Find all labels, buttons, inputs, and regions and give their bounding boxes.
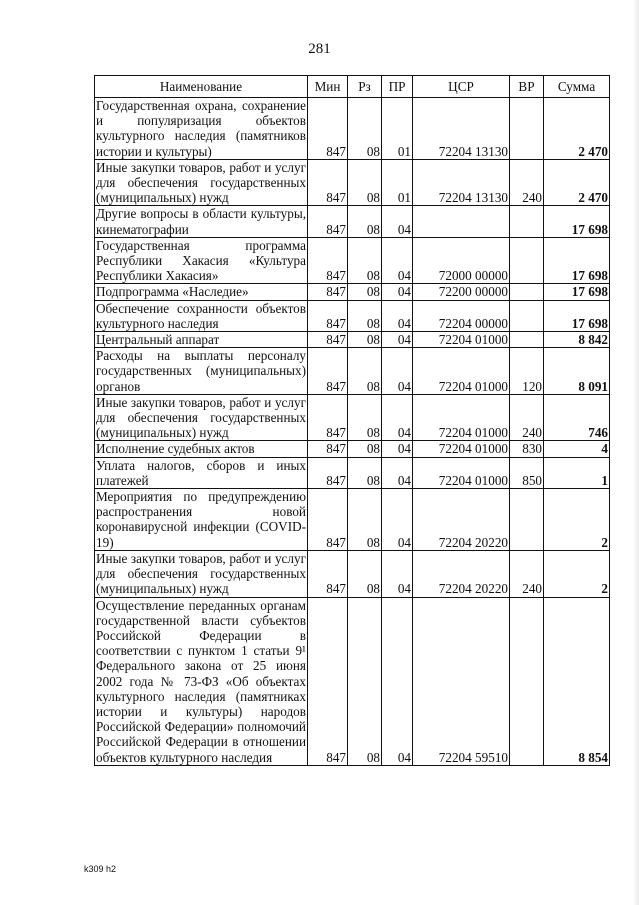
row-pr: 04 [382,300,413,331]
row-pr: 04 [382,206,413,237]
table-row [95,206,610,237]
row-name: Центральный аппарат [95,332,308,348]
header-name: Наименование [95,76,308,98]
row-rz: 08 [348,237,382,284]
row-min: 847 [308,441,348,457]
table-row [95,489,610,551]
row-sum: 2 [544,550,610,597]
row-sum: 17 698 [544,300,610,331]
row-min: 847 [308,597,348,765]
row-csr: 72200 00000 [413,284,510,300]
row-sum: 17 698 [544,206,610,237]
row-name: Обеспечение сохранности объектов культурного наследия [96,300,306,331]
row-csr: 72204 59510 [413,597,510,765]
row-pr: 01 [382,159,413,206]
row-name: Осуществление переданных органам государственной власти субъектов Российской Федерации в соответствии с пунктом 1 статьи 9¹ Федерального закона от 25 июня 2002 года № 73-ФЗ «Об объектах культурного наследия (памятниках истории и культуры) народов Российской Федерации» полномочий Российской Федерации в отношении объектов культурного наследия [96,597,306,765]
row-sum: 1 [544,457,610,488]
row-vr [510,489,544,551]
row-rz: 08 [348,550,382,597]
row-csr: 72204 01000 [413,394,510,441]
row-name: Иные закупки товаров, работ и услуг для обеспечения государственных (муниципальных) нужд [96,159,306,206]
row-pr: 04 [382,550,413,597]
row-vr [510,237,544,284]
header-sum: Сумма [544,76,610,98]
table-header [95,76,610,98]
table-row [95,332,610,348]
document-code: k309 h2 [84,864,117,874]
row-csr: 72204 01000 [413,332,510,348]
row-min: 847 [308,489,348,551]
row-vr [510,597,544,765]
row-pr: 04 [382,457,413,488]
row-name: Мероприятия по предупреждению распространения новой коронавирусной инфекции (COVID-19) [96,489,306,550]
row-min: 847 [308,159,348,206]
row-min: 847 [308,394,348,441]
row-sum: 8 842 [544,332,610,348]
table-row [95,597,610,765]
row-rz: 08 [348,206,382,237]
row-csr: 72204 00000 [413,300,510,331]
row-name: Иные закупки товаров, работ и услуг для обеспечения государственных (муниципальных) нужд [96,394,306,441]
row-vr: 850 [510,457,544,488]
row-sum: 2 [544,489,610,551]
row-pr: 04 [382,348,413,395]
row-vr: 240 [510,159,544,206]
row-min: 847 [308,284,348,300]
table-row [95,237,610,284]
header-csr: ЦСР [413,76,510,98]
table-row [95,457,610,488]
row-rz: 08 [348,159,382,206]
row-min: 847 [308,300,348,331]
row-rz: 08 [348,441,382,457]
table-body [95,98,610,766]
table-row [95,159,610,206]
header-min: Мин [308,76,348,98]
row-name: Подпрограмма «Наследие» [95,284,308,300]
header-row [95,76,610,98]
row-sum: 2 470 [544,98,610,160]
table-row [95,98,610,160]
row-pr: 04 [382,284,413,300]
row-min: 847 [308,348,348,395]
row-csr: 72000 00000 [413,237,510,284]
page-number: 281 [308,41,331,57]
row-name: Исполнение судебных актов [95,441,308,457]
row-sum: 2 470 [544,159,610,206]
row-rz: 08 [348,348,382,395]
table-row [95,394,610,441]
row-vr [510,300,544,331]
table-row [95,284,610,300]
header-pr: ПР [382,76,413,98]
row-csr: 72204 13130 [413,98,510,160]
row-sum: 746 [544,394,610,441]
row-sum: 17 698 [544,284,610,300]
row-pr: 04 [382,332,413,348]
budget-table [94,75,610,766]
row-min: 847 [308,550,348,597]
row-csr: 72204 13130 [413,159,510,206]
table-row [95,300,610,331]
row-vr [510,98,544,160]
row-sum: 4 [544,441,610,457]
row-pr: 04 [382,489,413,551]
row-csr: 72204 01000 [413,457,510,488]
row-rz: 08 [348,98,382,160]
header-rz: Рз [348,76,382,98]
row-sum: 8 854 [544,597,610,765]
row-name: Уплата налогов, сборов и иных платежей [96,457,306,488]
row-min: 847 [308,457,348,488]
row-pr: 04 [382,441,413,457]
header-vr: ВР [510,76,544,98]
row-rz: 08 [348,457,382,488]
scan-edge-shadow [633,0,639,905]
row-vr [510,206,544,237]
row-vr: 120 [510,348,544,395]
row-name: Государственная программа Республики Хакасия «Культура Республики Хакасия» [96,237,306,284]
row-rz: 08 [348,284,382,300]
row-rz: 08 [348,597,382,765]
row-vr: 830 [510,441,544,457]
table-row [95,550,610,597]
row-min: 847 [308,332,348,348]
row-vr: 240 [510,550,544,597]
row-csr [413,206,510,237]
row-pr: 04 [382,597,413,765]
row-name: Иные закупки товаров, работ и услуг для обеспечения государственных (муниципальных) нужд [96,550,306,597]
row-rz: 08 [348,489,382,551]
row-csr: 72204 20220 [413,489,510,551]
row-pr: 04 [382,237,413,284]
row-min: 847 [308,206,348,237]
table-row [95,348,610,395]
row-vr [510,284,544,300]
row-vr: 240 [510,394,544,441]
row-csr: 72204 20220 [413,550,510,597]
row-sum: 17 698 [544,237,610,284]
row-name: Другие вопросы в области культуры, кинематографии [96,206,306,237]
row-rz: 08 [348,394,382,441]
row-vr [510,332,544,348]
table-row [95,441,610,457]
row-rz: 08 [348,332,382,348]
row-sum: 8 091 [544,348,610,395]
row-csr: 72204 01000 [413,348,510,395]
row-pr: 01 [382,98,413,160]
row-name: Государственная охрана, сохранение и популяризация объектов культурного наследия (памятников истории и культуры) [96,98,306,159]
row-min: 847 [308,237,348,284]
row-rz: 08 [348,300,382,331]
row-csr: 72204 01000 [413,441,510,457]
row-pr: 04 [382,394,413,441]
row-name: Расходы на выплаты персоналу государственных (муниципальных) органов [96,348,306,394]
row-min: 847 [308,98,348,160]
